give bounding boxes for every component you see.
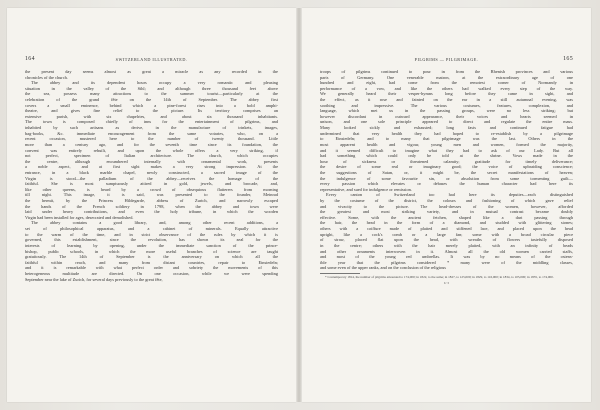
left-page-number: 164 [25, 56, 35, 62]
text-line: a noble aspect, and at first sight makes a very strong impression. At the [25, 164, 278, 170]
text-line: had something which could only be told at the shrine. Vows made in the [320, 153, 573, 159]
text-line: the centre, although encumbered internally with ornamental work, presents [25, 158, 278, 164]
text-line: the effect, as it rose and fainted on the ear in a still autumnal evening, was [320, 97, 573, 103]
text-line: chronicles of the church. [25, 74, 68, 80]
left-running-head: SWITZERLAND ILLUSTRATED. [115, 57, 188, 62]
text-line: Virgin is stood—the palladium of the abbey—receives the homage of the [25, 175, 278, 181]
left-page [7, 8, 296, 402]
text-line: of straw, placed flat upon the head, with wreaths of flowers tastefully disposed [320, 237, 573, 243]
text-line: laid under heavy contributions, and even the holy tribune, in which the wooden [25, 209, 278, 215]
text-line: set of philosophical apparatus, and a cabinet of minerals. Equally attractive [25, 226, 278, 232]
text-line: Many looked sickly and exhausted; long fasts and continued fatigue had [320, 125, 573, 131]
footnote-rule [320, 273, 360, 274]
text-line: the hands of the French soldiery in 1798, when the abbey and town were [25, 203, 278, 209]
text-line: theatre, and gives fine relief to the picture. Its territory comprises an [25, 108, 278, 114]
text-line: and other ornaments interwoven in it. Almost all the old women carried staffs, [320, 248, 573, 254]
text-line: heterogeneous multitude are directed. On one occasion, while we were spending [25, 270, 278, 276]
left-page-header [25, 56, 278, 65]
text-line: effective. Some, with the ancient fetchen, shaped like a dart passing through [320, 214, 573, 220]
text-line: situation in the valley of the Sihl; and although three thousand feet above [25, 85, 278, 91]
text-line: gratuitously. The 14th of September is the anniversary on which all the [25, 254, 278, 260]
text-line: The abbey and its dependent hours occupy a very romantic and pleasing [31, 80, 278, 86]
text-line: faithful. She is most sumptuously attired in gold, jewels, and brocade, and, [25, 181, 278, 187]
footnote: * Contemporary 1814, the number of pilgrims amounted to 174,000; in 1822, to the same; in 1827, to 125,000; in 1829, to 116,000; in 1834, to 105,000; in 1835, to 174,000. [325, 274, 554, 279]
text-line: entrance, in a black marble chapel, newly constructed, a sacred image of the [25, 169, 278, 175]
text-line: the present day seems almost as great a miracle as any recorded in the [25, 69, 278, 74]
text-line: troops of pilgrims continued to pour in from the Rhenish provinces and various [320, 69, 573, 74]
text-line: bishop, public schools, in which the more useful branches of science are taught [25, 248, 278, 254]
right-page-body [320, 69, 573, 287]
text-line: The town is composed chiefly of inns for the entertainment of pilgrims, and [25, 119, 278, 125]
text-line: not perfect, specimen of Italian architecture. The church, which occupies [25, 153, 278, 159]
text-line: the hair, the head in the form of a diamond, and studded with glittering stones; [320, 220, 573, 226]
text-line: unison, and one sole principle appeared to direct and regulate the entire mass. [320, 119, 573, 125]
text-line: inhabited by such artisans as derive, in the manufacture of trinkets, images, [25, 125, 278, 131]
text-line: faithful within reach, and many from distant countries, repair to Einsiedeln; [25, 259, 278, 265]
text-line: till night. This image, it is said, was presented to the founder, Meinrad [25, 192, 278, 198]
text-line: performance of a vow, and like the others had walked every step of the way. [320, 85, 573, 91]
left-page-body [25, 69, 278, 282]
text-line: others with a coiffure made of plaited and stiffened lace, and placed upon the head [320, 226, 573, 232]
text-line: like other queens, is heard by a crowd of obsequious flatterers from morning [25, 186, 278, 192]
text-line: to Einsiedeln; and to many that pilgrimage was the last. Others in the [320, 136, 573, 142]
text-line: interests of learning by opening, under the immediate sanction of the prince- [25, 242, 278, 248]
text-line: bag-books, &c. immediate encouragement from the same votaries, who, on a [25, 130, 278, 136]
right-page [302, 8, 591, 402]
text-line: the greatest and most striking variety, and in mutual contrast became doubly [320, 209, 573, 215]
text-line: most apparent health and vigour, young men and women, formed the majority, [320, 141, 573, 147]
book-gutter [297, 8, 301, 402]
text-line: covers a small eminence, behind which a pine-forest rises into a bold amphi- [25, 102, 278, 108]
text-line: by the costume of the district, the colours and fashioning of which gave relief [320, 198, 573, 204]
text-line: soothing and impressive. The various costumes, features, complexion, and [320, 102, 573, 108]
text-line: convent was entirely rebuilt, and upon the whole offers a very striking, if [25, 147, 278, 153]
text-line: recent occasion, mustered here to the number of twenty thousand. Little [25, 136, 278, 142]
text-line: every passion which elevates or debases the human character had here its [320, 181, 573, 187]
text-line: ible year that the pilgrims considered * many were of the middling classes, [320, 259, 573, 265]
text-line: in the centre; others with the hair merely plaited, with an infinity of beads [320, 242, 573, 248]
text-line: language, which met us in the passing groups, were no less striking; but [320, 108, 573, 114]
text-line: more than a century ago, and for the seventh time since its foundation, the [25, 141, 278, 147]
text-line: governed, this establishment, since the revolution, has shown its zeal for the [25, 237, 278, 243]
text-line: hour of sickness or threatened calamity; gratitude for timely deliverance; [320, 158, 573, 164]
text-line: celebration of the grand fête on the 14th of September. The abbey first [25, 97, 278, 103]
text-line: and some even of the upper ranks, and on the conclusion of the religious [320, 265, 446, 271]
text-line: to the warm of the time, and in strict observance of the rules by which it is [25, 231, 278, 237]
text-line: We generally heard their vesper-hymns long before they came in sight, and [320, 91, 573, 97]
text-line: The abbey contains a good library, and, among other recent additions, a [31, 220, 278, 226]
right-page-header [320, 56, 573, 65]
text-line: and most of the young red umbrellas. It was by no means of the ostens- [320, 254, 573, 260]
text-line: September near the lake of Zurich, for several days previously to the great fête, [25, 276, 163, 282]
text-line: hundred and eight, had come from the remotest corner of Normandy in [320, 80, 573, 86]
right-running-head: PILGRIMS — PILGRIMAGE. [414, 57, 479, 62]
text-line: Every canton of Switzerland too had here its deputies—each distinguished [326, 192, 573, 198]
text-line: upright, like a cock's comb or a large fan; some with a broad circular piece [320, 231, 573, 237]
text-line: Virgin had been installed for ages, desecrated and demolished. [25, 214, 134, 220]
text-line: the suggestions of Satan, or, it might be, the secret manifestations of heaven; [320, 169, 573, 175]
text-line: and it is remarkable with what perfect order and sobriety the movements of this [25, 265, 278, 271]
text-line: and vivacity to the picture. The head-dresses of the women, however, afforded [320, 203, 573, 209]
text-line: undermined that very health they had hoped to re-establish by a pilgrimage [320, 130, 573, 136]
right-page-number: 165 [563, 56, 573, 62]
text-line: extensive parish, with six chapelries, and about six thousand inhabitants. [25, 113, 278, 119]
text-line: representative, and sued for indulgence or remission. [320, 186, 412, 192]
text-line: the hermit, by the Princess Hildegarde, abbess of Zurich, and narrowly escaped [25, 198, 278, 204]
text-line: the desire of some real or imaginary good; the voice of upbraiding conscience; [320, 164, 573, 170]
text-line: however discordant in outward appearance, their voices and hearts seemed in [320, 113, 573, 119]
signature-mark: U 3 [444, 281, 449, 286]
text-line: the sea, possess many attractions to the summer tourist—particularly at the [25, 91, 278, 97]
text-line: and it seemed difficult to imagine what they had to ask of our Lady. But all [320, 147, 573, 153]
text-line: the indulgence of some favourite sin, or absolution from some tormenting guilt— [320, 175, 573, 181]
text-line: parts of Germany. One venerable matron, at the extraordinary age of one [320, 74, 573, 80]
